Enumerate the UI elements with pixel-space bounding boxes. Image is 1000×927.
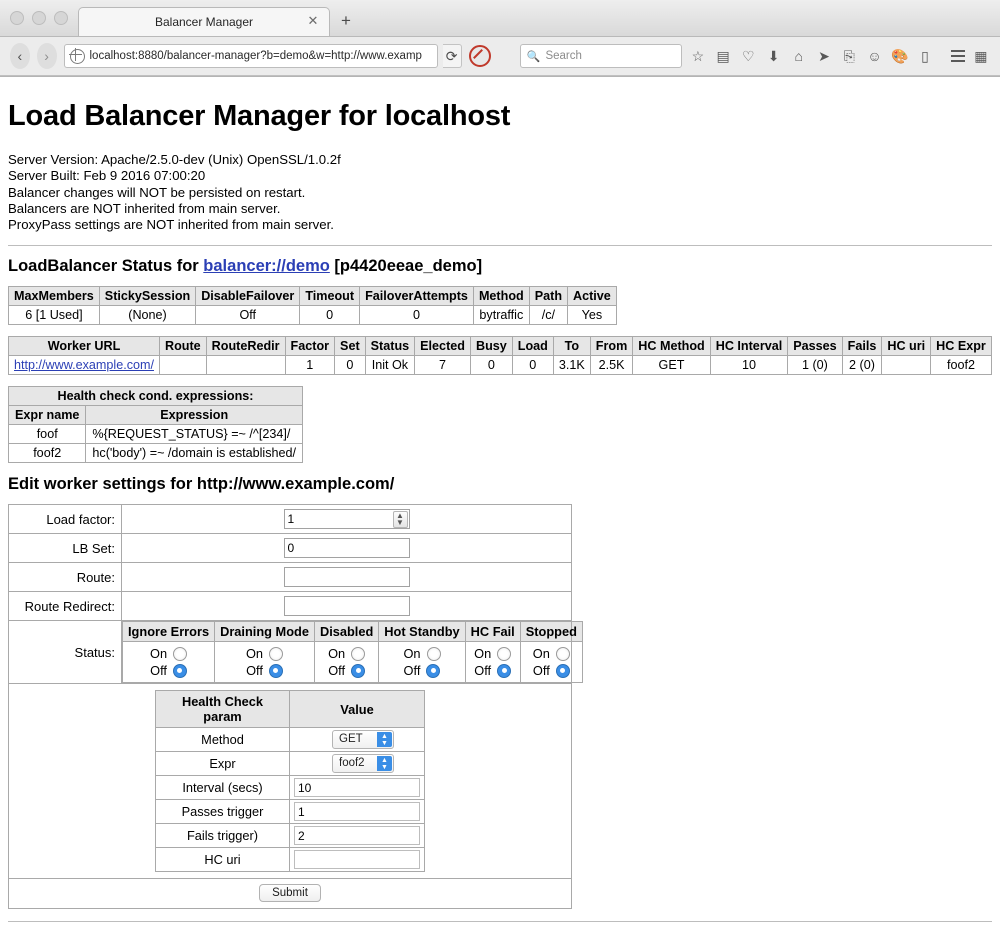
server-info <box>8 152 992 233</box>
cell-hc-method: GET <box>633 356 710 375</box>
form-row-status <box>9 621 572 684</box>
table-header-row <box>9 337 992 356</box>
th-from: From <box>590 337 632 356</box>
radio-selected-icon[interactable] <box>497 664 511 678</box>
hc-expressions-caption: Health check cond. expressions: <box>9 387 303 406</box>
table-row <box>156 728 425 752</box>
tab-strip <box>78 0 362 36</box>
cell-disablefailover: Off <box>196 306 300 325</box>
th-timeout: Timeout <box>300 287 360 306</box>
cell-expr-name: foof <box>9 425 86 444</box>
tab-label: Balancer Manager <box>154 15 254 29</box>
radio-off-ignore-errors[interactable] <box>129 662 208 679</box>
cell-failoverattempts: 0 <box>360 306 474 325</box>
route-redirect-cell <box>122 592 572 621</box>
inherit-note: Balancers are NOT inherited from main server. <box>8 200 281 216</box>
form-row-submit <box>9 879 572 909</box>
th-worker-url: Worker URL <box>9 337 160 356</box>
submit-button[interactable]: Submit <box>259 884 321 902</box>
table-row <box>156 824 425 848</box>
radio-icon[interactable] <box>427 647 441 661</box>
chevron-updown-icon[interactable]: ▲ ▼ <box>377 732 392 747</box>
th-hc-expr: HC Expr <box>931 337 992 356</box>
stepper-arrows-icon[interactable]: ▲ ▼ <box>393 511 408 528</box>
cell-elected: 7 <box>415 356 471 375</box>
reader-mode-icon[interactable]: ▤ <box>716 47 730 64</box>
th-disablefailover: DisableFailover <box>196 287 300 306</box>
radio-off-stopped[interactable] <box>527 662 576 679</box>
worker-table <box>8 336 992 375</box>
radio-selected-icon[interactable] <box>556 664 570 678</box>
th-routeredir: RouteRedir <box>206 337 285 356</box>
on-label: On <box>532 646 550 662</box>
table-header-row <box>123 622 583 642</box>
page-title: Load Balancer Manager for localhost <box>8 100 511 132</box>
balancer-status-heading <box>8 257 992 276</box>
container-tabs-icon[interactable]: ▯ <box>921 47 929 64</box>
window-titlebar <box>0 0 1000 37</box>
off-label: Off <box>403 663 421 679</box>
table-header-row <box>156 691 425 728</box>
th-fails: Fails <box>842 337 882 356</box>
route-label: Route: <box>9 563 122 592</box>
table-row <box>156 776 425 800</box>
status-options-table <box>122 621 583 683</box>
hc-fails-input[interactable] <box>294 826 420 845</box>
bookmark-star-icon[interactable]: ☆ <box>691 47 705 64</box>
off-label: Off <box>328 663 346 679</box>
th-stickysession: StickySession <box>99 287 195 306</box>
load-factor-label: Load factor: <box>9 505 122 534</box>
radio-off-hot-standby[interactable] <box>385 662 458 679</box>
smiley-icon[interactable]: ☺ <box>867 48 882 64</box>
health-check-param-table <box>155 690 425 872</box>
table-row <box>9 444 303 463</box>
back-icon[interactable]: ‹ <box>10 43 30 69</box>
search-icon: 🔍 <box>526 50 541 63</box>
radio-selected-icon[interactable] <box>269 664 283 678</box>
close-window-button[interactable] <box>10 11 24 25</box>
radio-icon[interactable] <box>173 647 187 661</box>
route-redirect-input[interactable] <box>284 596 410 616</box>
table-header-row <box>9 287 617 306</box>
form-row-route-redirect <box>9 592 572 621</box>
cell-busy: 0 <box>470 356 512 375</box>
th-expr-name: Expr name <box>9 406 86 425</box>
cell-expression: %{REQUEST_STATUS} =~ /^[234]/ <box>86 425 303 444</box>
hc-param-method-cell <box>290 728 425 752</box>
table-header-row <box>9 406 303 425</box>
close-icon[interactable]: ✕ <box>307 13 319 28</box>
page-content <box>0 77 1000 922</box>
grid-icon[interactable]: ▦ <box>974 47 988 64</box>
cell-set: 0 <box>335 356 366 375</box>
th-path: Path <box>529 287 567 306</box>
edit-worker-form <box>8 504 577 909</box>
form-row-route <box>9 563 572 592</box>
status-hot-standby <box>379 642 465 683</box>
search-placeholder: Search <box>545 50 582 62</box>
cell-route <box>159 356 206 375</box>
radio-selected-icon[interactable] <box>426 664 440 678</box>
radio-on-disabled[interactable] <box>321 645 372 662</box>
radio-selected-icon[interactable] <box>351 664 365 678</box>
th-passes: Passes <box>788 337 842 356</box>
hc-expr-value: foof2 <box>339 757 365 770</box>
table-row <box>156 800 425 824</box>
cell-load: 0 <box>512 356 553 375</box>
url-text: localhost:8880/balancer-manager?b=demo&w=http://www.examp <box>89 50 422 62</box>
off-label: Off <box>474 663 492 679</box>
off-label: Off <box>246 663 263 679</box>
th-hot-standby: Hot Standby <box>379 622 465 642</box>
address-bar[interactable] <box>64 44 438 68</box>
th-hc-param: Health Check param <box>156 691 290 728</box>
submit-cell <box>9 879 572 909</box>
th-expression: Expression <box>86 406 303 425</box>
th-to: To <box>553 337 590 356</box>
search-input[interactable] <box>520 44 682 68</box>
new-tab-button[interactable]: + <box>341 11 351 30</box>
maximize-window-button[interactable] <box>54 11 68 25</box>
hc-uri-input[interactable] <box>294 850 420 869</box>
form-row-load-factor <box>9 505 572 534</box>
cell-hc-expr: foof2 <box>931 356 992 375</box>
table-row <box>123 642 583 683</box>
forward-icon[interactable]: › <box>37 43 57 69</box>
radio-off-draining-mode[interactable] <box>221 662 308 679</box>
cell-active: Yes <box>568 306 617 325</box>
blocked-content-icon[interactable] <box>469 44 491 68</box>
radio-on-hot-standby[interactable] <box>385 645 458 662</box>
hc-interval-input[interactable] <box>294 778 420 797</box>
navigation-toolbar <box>0 37 1000 76</box>
cell-timeout: 0 <box>300 306 360 325</box>
off-label: Off <box>532 663 550 679</box>
cell-hc-uri <box>882 356 931 375</box>
cell-to: 3.1K <box>553 356 590 375</box>
table-row <box>9 306 617 325</box>
th-factor: Factor <box>285 337 335 356</box>
cell-expression: hc('body') =~ /domain is established/ <box>86 444 303 463</box>
radio-on-hc-fail[interactable] <box>472 645 514 662</box>
lb-set-input[interactable] <box>284 538 410 558</box>
hc-expr-select[interactable] <box>332 754 394 773</box>
radio-icon[interactable] <box>351 647 365 661</box>
th-load: Load <box>512 337 553 356</box>
balancer-heading-suffix: [p4420eeae_demo] <box>329 257 483 276</box>
radio-icon[interactable] <box>497 647 511 661</box>
hc-param-interval-label: Interval (secs) <box>156 776 290 800</box>
radio-on-ignore-errors[interactable] <box>129 645 208 662</box>
th-disabled: Disabled <box>314 622 378 642</box>
on-label: On <box>150 646 168 662</box>
status-stopped <box>520 642 582 683</box>
hc-param-passes-label: Passes trigger <box>156 800 290 824</box>
route-redirect-label: Route Redirect: <box>9 592 122 621</box>
window-controls[interactable] <box>10 11 68 25</box>
health-check-cell <box>9 684 572 879</box>
hc-param-expr-label: Expr <box>156 752 290 776</box>
cell-routeredir <box>206 356 285 375</box>
form-row-health-check <box>9 684 572 879</box>
chevron-updown-icon[interactable]: ▲ ▼ <box>377 756 392 771</box>
status-hc-fail <box>465 642 520 683</box>
proxypass-note: ProxyPass settings are NOT inherited from main server. <box>8 217 334 233</box>
menu-icon[interactable] <box>951 50 965 62</box>
th-stopped: Stopped <box>520 622 582 642</box>
worker-url-link[interactable]: http://www.example.com/ <box>14 358 154 373</box>
cell-path: /c/ <box>529 306 567 325</box>
cell-method: bytraffic <box>473 306 529 325</box>
radio-on-stopped[interactable] <box>527 645 576 662</box>
th-hc-fail: HC Fail <box>465 622 520 642</box>
table-row <box>156 752 425 776</box>
hc-param-fails-label: Fails trigger) <box>156 824 290 848</box>
route-input[interactable] <box>284 567 410 587</box>
hc-passes-input[interactable] <box>294 802 420 821</box>
status-disabled <box>314 642 378 683</box>
th-ignore-errors: Ignore Errors <box>123 622 215 642</box>
radio-icon[interactable] <box>269 647 283 661</box>
send-icon[interactable]: ➤ <box>818 47 830 64</box>
radio-selected-icon[interactable] <box>173 664 187 678</box>
server-version: Server Version: Apache/2.5.0-dev (Unix) OpenSSL/1.0.2f <box>8 152 341 167</box>
hc-param-passes-cell <box>290 800 425 824</box>
form-row-lb-set <box>9 534 572 563</box>
minimize-window-button[interactable] <box>32 11 46 25</box>
th-hc-interval: HC Interval <box>710 337 788 356</box>
on-label: On <box>328 646 346 662</box>
load-factor-stepper[interactable] <box>284 509 410 529</box>
th-active: Active <box>568 287 617 306</box>
load-factor-input[interactable] <box>284 509 410 529</box>
lb-set-label: LB Set: <box>9 534 122 563</box>
th-method: Method <box>473 287 529 306</box>
status-draining-mode <box>215 642 315 683</box>
cell-from: 2.5K <box>590 356 632 375</box>
save-page-icon[interactable]: ⎘ <box>843 47 855 64</box>
load-factor-cell <box>122 505 572 534</box>
th-failoverattempts: FailoverAttempts <box>360 287 474 306</box>
cell-worker-url <box>9 356 160 375</box>
cell-status: Init Ok <box>365 356 415 375</box>
status-cell <box>122 621 577 684</box>
lb-set-cell <box>122 534 572 563</box>
hc-param-method-label: Method <box>156 728 290 752</box>
hc-param-uri-label: HC uri <box>156 848 290 872</box>
balancer-heading-prefix: LoadBalancer Status for <box>8 257 204 276</box>
th-draining-mode: Draining Mode <box>215 622 315 642</box>
hc-param-expr-cell <box>290 752 425 776</box>
table-row <box>9 425 303 444</box>
radio-on-draining-mode[interactable] <box>221 645 308 662</box>
browser-chrome <box>0 0 1000 77</box>
server-built: Server Built: Feb 9 2016 07:00:20 <box>8 168 206 184</box>
th-route: Route <box>159 337 206 356</box>
radio-off-disabled[interactable] <box>321 662 372 679</box>
cell-expr-name: foof2 <box>9 444 86 463</box>
th-hc-method: HC Method <box>633 337 710 356</box>
cell-maxmembers: 6 [1 Used] <box>9 306 100 325</box>
th-maxmembers: MaxMembers <box>9 287 100 306</box>
on-label: On <box>403 646 421 662</box>
th-hc-value: Value <box>290 691 425 728</box>
edit-worker-heading: Edit worker settings for http://www.example.com/ <box>8 475 395 494</box>
hc-param-uri-cell <box>290 848 425 872</box>
hc-param-interval-cell <box>290 776 425 800</box>
table-row <box>156 848 425 872</box>
th-status: Status <box>365 337 415 356</box>
th-elected: Elected <box>415 337 471 356</box>
divider <box>8 245 992 246</box>
bottom-divider <box>8 921 992 922</box>
status-label: Status: <box>9 621 122 684</box>
cell-hc-interval: 10 <box>710 356 788 375</box>
tab-balancer-manager[interactable] <box>78 7 330 36</box>
th-set: Set <box>335 337 366 356</box>
download-icon[interactable]: ⬇ <box>767 47 780 64</box>
cell-passes: 1 (0) <box>788 356 842 375</box>
on-label: On <box>474 646 492 662</box>
th-hc-uri: HC uri <box>882 337 931 356</box>
status-ignore-errors <box>123 642 215 683</box>
health-check-expressions-table <box>8 386 303 463</box>
hc-method-select[interactable] <box>332 730 394 749</box>
off-label: Off <box>150 663 167 679</box>
cell-stickysession: (None) <box>99 306 195 325</box>
globe-icon <box>70 49 85 64</box>
radio-off-hc-fail[interactable] <box>472 662 514 679</box>
home-icon[interactable]: ⌂ <box>794 48 804 64</box>
extension-icon[interactable]: 🎨 <box>891 47 909 64</box>
persist-note: Balancer changes will NOT be persisted on restart. <box>8 184 306 200</box>
on-label: On <box>245 646 264 662</box>
table-row <box>9 356 992 375</box>
th-busy: Busy <box>470 337 512 356</box>
cell-fails: 2 (0) <box>842 356 882 375</box>
radio-icon[interactable] <box>556 647 570 661</box>
table-caption-row <box>9 387 303 406</box>
balancer-link[interactable]: balancer://demo <box>203 257 330 276</box>
hc-method-value: GET <box>339 733 363 746</box>
balancer-table <box>8 286 617 325</box>
route-cell <box>122 563 572 592</box>
reload-icon[interactable]: ⟳ <box>443 44 462 68</box>
pocket-icon[interactable]: ♡ <box>742 47 755 64</box>
hc-param-fails-cell <box>290 824 425 848</box>
cell-factor: 1 <box>285 356 335 375</box>
